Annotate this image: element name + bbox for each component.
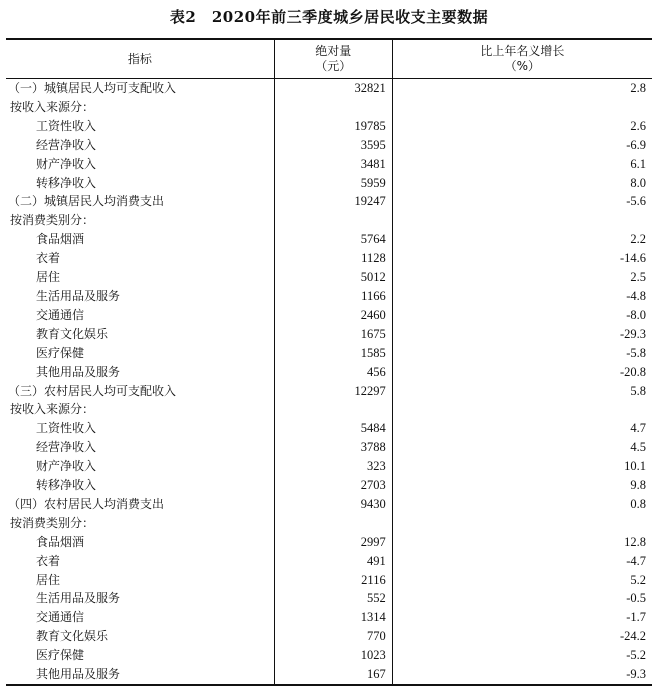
table-row: [6, 533, 652, 552]
row-label: 按消费类别分：: [10, 515, 95, 530]
header-absolute: [274, 39, 392, 79]
table-row: [6, 249, 652, 268]
row-label: 其他用品及服务: [6, 665, 274, 685]
table-row: [6, 79, 652, 98]
row-growth-value: 5.8: [630, 383, 646, 398]
row-growth-value: 12.8: [624, 534, 646, 549]
row-growth-value: 9.8: [630, 478, 646, 493]
row-label: 其他用品及服务: [36, 364, 121, 379]
row-absolute-value: 1023: [274, 646, 392, 665]
row-label: （三）农村居民人均可支配收入: [8, 383, 177, 398]
row-growth-value: -24.2: [619, 629, 646, 644]
row-label: 按收入来源分：: [10, 402, 95, 417]
row-growth-value: 4.7: [630, 421, 646, 436]
row-label: 居住: [36, 270, 61, 285]
row-absolute-value: 3788: [274, 438, 392, 457]
row-label: 工资性收入: [36, 421, 97, 436]
row-growth-value: [392, 98, 652, 117]
row-growth-value: -5.6: [626, 194, 646, 209]
row-label: 经营净收入: [36, 440, 97, 455]
row-growth-value: 2.8: [630, 81, 646, 95]
table-row: [6, 514, 652, 533]
row-growth-value: -8.0: [626, 307, 646, 322]
row-label: 教育文化娱乐: [36, 326, 109, 341]
row-absolute-value: 19785: [274, 117, 392, 136]
row-absolute-value: 5764: [274, 230, 392, 249]
table-row: [6, 608, 652, 627]
row-label: 衣着: [36, 553, 61, 568]
row-label: 按收入来源分：: [10, 99, 95, 114]
table-row: [6, 552, 652, 571]
row-growth-value: 2.5: [630, 270, 646, 285]
row-label: （四）农村居民人均消费支出: [8, 496, 165, 511]
header-growth-label: 比上年名义增长: [480, 44, 565, 58]
row-growth-value: -4.8: [626, 288, 646, 303]
row-label: 食品烟酒: [36, 534, 85, 549]
row-growth-value: 0.8: [630, 496, 646, 511]
row-absolute-value: 770: [274, 627, 392, 646]
row-label: 食品烟酒: [36, 232, 85, 247]
row-absolute-value: 2460: [274, 306, 392, 325]
table-row: [6, 457, 652, 476]
income-expenditure-table: [6, 38, 652, 686]
table-row: [6, 98, 652, 117]
row-growth-value: 2.6: [630, 118, 646, 133]
row-absolute-value: 2703: [274, 476, 392, 495]
row-growth-value: -4.7: [626, 553, 646, 568]
row-absolute-value: 3595: [274, 136, 392, 155]
row-growth-value: [392, 400, 652, 419]
table-title: 表2 2020年前三季度城乡居民收支主要数据: [169, 8, 489, 26]
row-absolute-value: 1166: [274, 287, 392, 306]
row-growth-value: -14.6: [619, 251, 646, 266]
row-growth-value: -9.3: [392, 665, 652, 685]
row-growth-value: 6.1: [630, 156, 646, 171]
row-absolute-value: [274, 400, 392, 419]
table-row: [6, 419, 652, 438]
row-label: 经营净收入: [36, 137, 97, 152]
row-growth-value: -1.7: [626, 610, 646, 625]
table-row: [6, 382, 652, 401]
row-label: 财产净收入: [36, 156, 97, 171]
row-growth-value: -20.8: [619, 364, 646, 379]
table-row: [6, 400, 652, 419]
row-absolute-value: 1585: [274, 344, 392, 363]
row-absolute-value: 32821: [274, 79, 392, 98]
header-growth: [392, 39, 652, 79]
table-row: [6, 589, 652, 608]
row-label: 生活用品及服务: [36, 591, 121, 606]
table-row: [6, 268, 652, 287]
row-absolute-value: 456: [274, 363, 392, 382]
row-label: 转移净收入: [36, 175, 97, 190]
table-row: [6, 306, 652, 325]
row-label: 交通通信: [36, 307, 85, 322]
row-absolute-value: 167: [274, 665, 392, 685]
table-row: [6, 438, 652, 457]
row-absolute-value: 3481: [274, 155, 392, 174]
row-label: 工资性收入: [36, 118, 97, 133]
row-label: 转移净收入: [36, 478, 97, 493]
row-absolute-value: [274, 211, 392, 230]
row-growth-value: -6.9: [626, 137, 646, 152]
row-growth-value: -5.2: [626, 648, 646, 663]
row-growth-value: 8.0: [630, 175, 646, 190]
table-header-row: [6, 39, 652, 79]
row-absolute-value: [274, 514, 392, 533]
table-row: [6, 174, 652, 193]
row-absolute-value: 1314: [274, 608, 392, 627]
row-label: 交通通信: [36, 610, 85, 625]
row-absolute-value: 19247: [274, 192, 392, 211]
row-growth-value: -29.3: [619, 326, 646, 341]
table-row: [6, 646, 652, 665]
row-growth-value: -5.8: [626, 345, 646, 360]
row-absolute-value: 491: [274, 552, 392, 571]
table-row: [6, 136, 652, 155]
header-growth-unit: （%）: [504, 59, 541, 73]
row-growth-value: 2.2: [630, 232, 646, 247]
row-label: 医疗保健: [36, 648, 85, 663]
header-indicator: 指标: [6, 39, 274, 79]
table-row: [6, 476, 652, 495]
table-row: [6, 665, 652, 685]
row-absolute-value: 2116: [274, 571, 392, 590]
row-absolute-value: 2997: [274, 533, 392, 552]
table-row: [6, 571, 652, 590]
table-row: [6, 211, 652, 230]
row-growth-value: 5.2: [630, 572, 646, 587]
row-absolute-value: 5959: [274, 174, 392, 193]
row-label: （二）城镇居民人均消费支出: [8, 194, 165, 209]
table-row: [6, 627, 652, 646]
table-row: [6, 155, 652, 174]
row-growth-value: 10.1: [624, 459, 646, 474]
row-growth-value: -0.5: [626, 591, 646, 606]
table-body: [6, 79, 652, 686]
row-absolute-value: 12297: [274, 382, 392, 401]
row-label: （一）城镇居民人均可支配收入: [8, 81, 177, 95]
table-row: [6, 363, 652, 382]
row-absolute-value: 5484: [274, 419, 392, 438]
row-label: 居住: [36, 572, 61, 587]
row-absolute-value: [274, 98, 392, 117]
row-growth-value: 4.5: [630, 440, 646, 455]
row-label: 按消费类别分：: [10, 213, 95, 228]
header-absolute-label: 绝对量: [315, 44, 352, 58]
row-label: 教育文化娱乐: [36, 629, 109, 644]
row-label: 财产净收入: [36, 459, 97, 474]
row-absolute-value: 1128: [274, 249, 392, 268]
row-label: 生活用品及服务: [36, 288, 121, 303]
row-absolute-value: 323: [274, 457, 392, 476]
table-row: [6, 192, 652, 211]
table-row: [6, 117, 652, 136]
header-absolute-unit: （元）: [315, 59, 352, 73]
row-absolute-value: 9430: [274, 495, 392, 514]
row-growth-value: [392, 211, 652, 230]
row-growth-value: [392, 514, 652, 533]
table-row: [6, 287, 652, 306]
row-absolute-value: 552: [274, 589, 392, 608]
row-label: 医疗保健: [36, 345, 85, 360]
table-row: [6, 344, 652, 363]
row-absolute-value: 1675: [274, 325, 392, 344]
row-label: 衣着: [36, 251, 61, 266]
table-row: [6, 495, 652, 514]
table-row: [6, 325, 652, 344]
row-absolute-value: 5012: [274, 268, 392, 287]
table-row: [6, 230, 652, 249]
